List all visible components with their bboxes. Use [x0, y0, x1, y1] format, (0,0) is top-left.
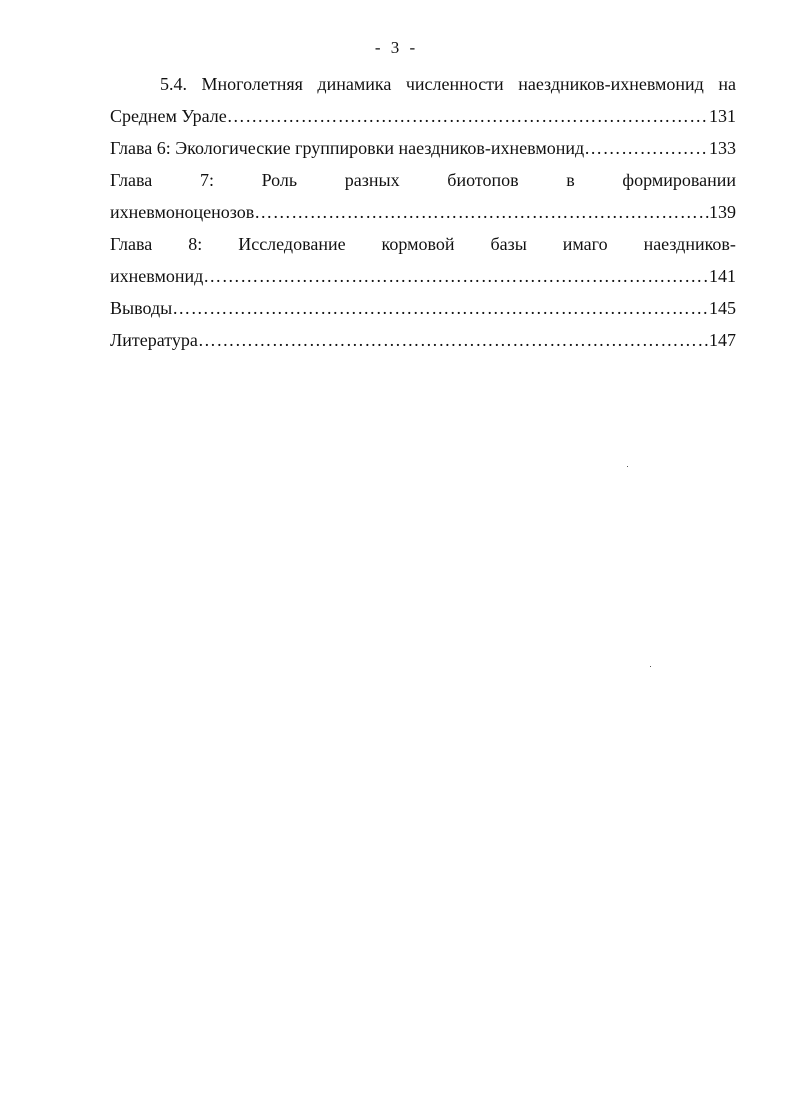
toc-entry-chapter-8-line-1	[110, 228, 736, 260]
page-number: - 3 -	[374, 38, 419, 57]
dot-leader	[198, 324, 709, 356]
toc-word: биотопов	[447, 170, 519, 190]
toc-word: 5.4.	[160, 74, 187, 94]
toc-page-number: 141	[709, 266, 736, 286]
toc-word: Исследование	[238, 234, 346, 254]
toc-word: на	[718, 74, 736, 94]
toc-word: Глава	[110, 170, 153, 190]
toc-word: в	[566, 170, 575, 190]
toc-entry-title: Среднем Урале	[110, 106, 227, 126]
toc-page-number: 133	[709, 138, 736, 158]
toc-entry-title: Литература	[110, 330, 198, 350]
dot-leader	[172, 292, 709, 324]
toc-entry-chapter-7-line-1	[110, 164, 736, 196]
table-of-contents	[110, 68, 736, 356]
toc-word: Роль	[261, 170, 298, 190]
toc-entry-chapter-7-line-2	[110, 196, 736, 228]
toc-word: наездников-	[643, 234, 736, 254]
toc-word: численности	[405, 74, 504, 94]
toc-page-number: 131	[709, 106, 736, 126]
toc-word: 8:	[188, 234, 203, 254]
toc-word: Глава	[110, 234, 153, 254]
toc-page-number: 147	[709, 330, 736, 350]
toc-entry-chapter-6	[110, 132, 736, 164]
toc-word: наездников-ихневмонид	[518, 74, 704, 94]
toc-word: формировании	[622, 170, 736, 190]
toc-entry-title: Глава 6: Экологические группировки наездников-ихневмонид	[110, 138, 585, 158]
scan-speck	[650, 666, 651, 667]
dot-leader	[254, 196, 709, 228]
toc-word: 7:	[199, 170, 214, 190]
toc-page-number: 139	[709, 202, 736, 222]
toc-entry-title: ихневмоноценозов	[110, 202, 255, 222]
dot-leader	[227, 100, 709, 132]
toc-word: базы	[490, 234, 527, 254]
dot-leader	[203, 260, 709, 292]
toc-entry-5-4-line-2	[110, 100, 736, 132]
toc-entry-literature	[110, 324, 736, 356]
toc-word: разных	[344, 170, 400, 190]
dot-leader	[584, 132, 709, 164]
scan-speck	[627, 466, 628, 467]
toc-entry-chapter-8-line-2	[110, 260, 736, 292]
toc-entry-title: Выводы	[110, 298, 173, 318]
toc-page-number: 145	[709, 298, 736, 318]
toc-word: имаго	[562, 234, 608, 254]
toc-entry-title: ихневмонид	[110, 266, 204, 286]
toc-entry-conclusions	[110, 292, 736, 324]
toc-word: кормовой	[381, 234, 455, 254]
toc-word: динамика	[317, 74, 392, 94]
toc-entry-5-4-line-1	[110, 68, 736, 100]
toc-word: Многолетняя	[201, 74, 303, 94]
